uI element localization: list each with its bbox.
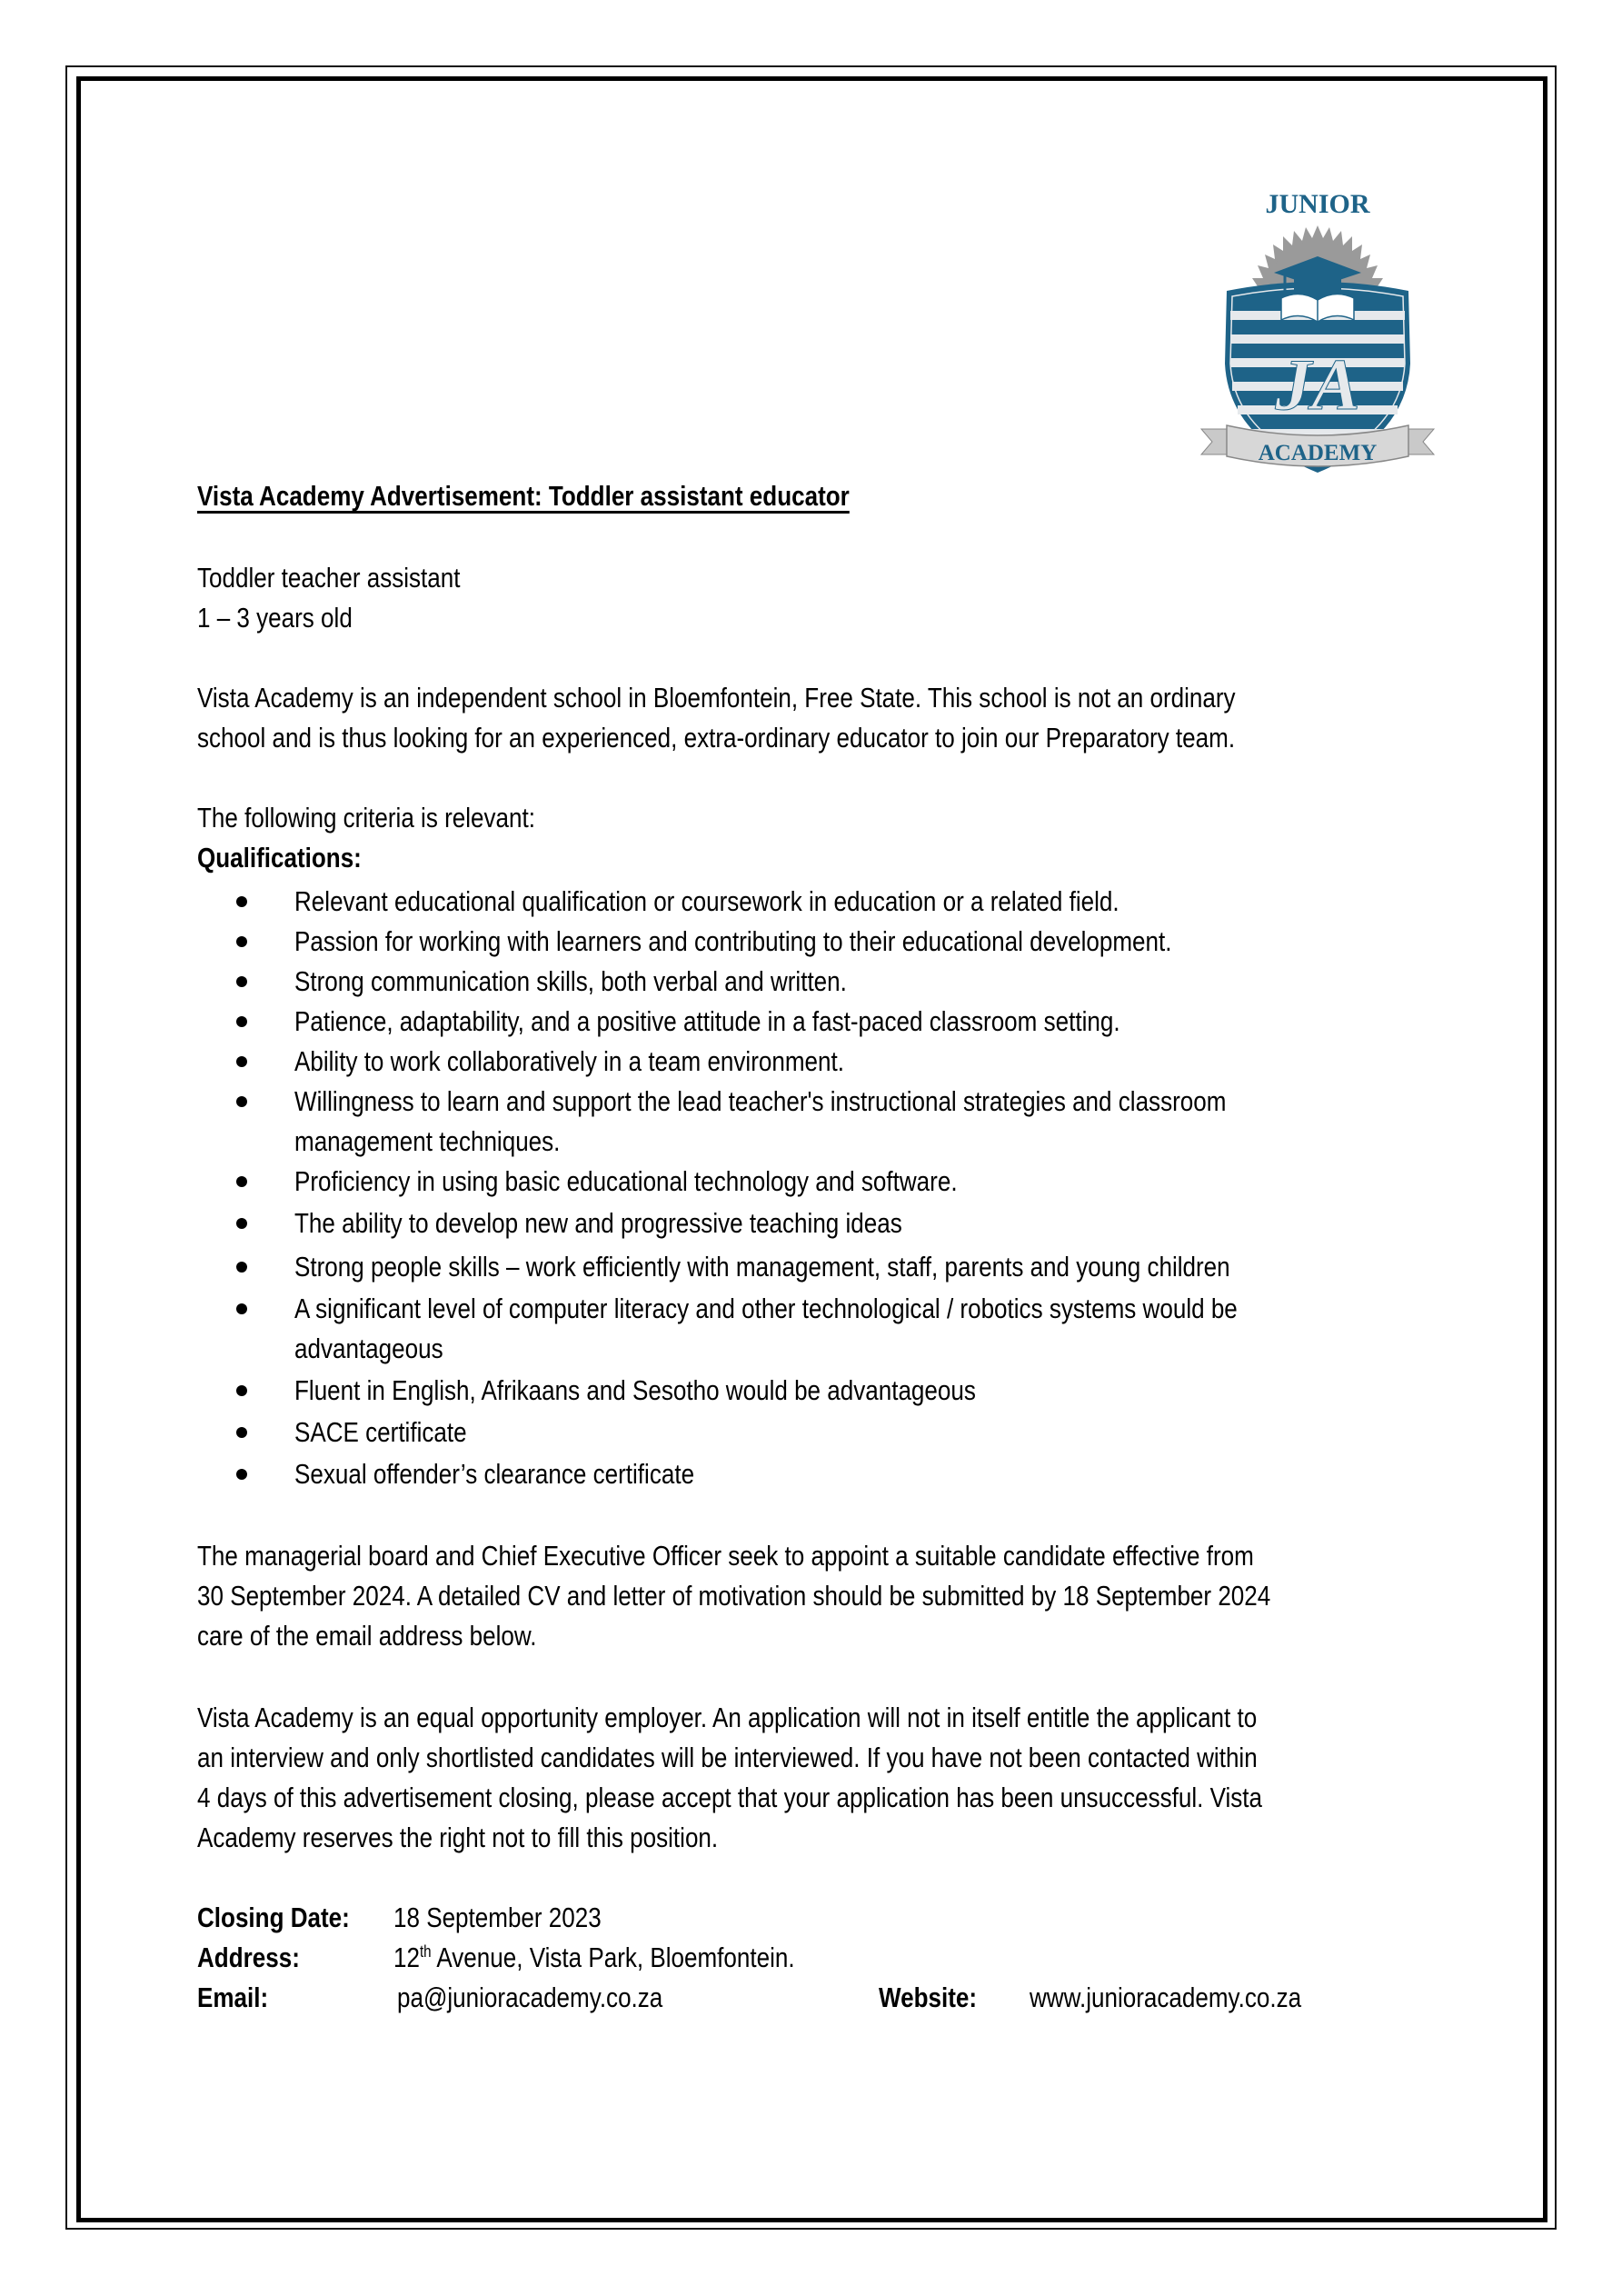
email-link[interactable]: pa@junioracademy.co.za [397, 1982, 663, 2013]
address-rest: Avenue, Vista Park, Bloemfontein. [431, 1942, 795, 1973]
list-item-text: A significant level of computer literacy and other technological / robotics systems would be [294, 1293, 1238, 1324]
position-name: Toddler teacher assistant [197, 562, 461, 594]
bullet-icon [236, 976, 247, 987]
list-item-text: Strong communication skills, both verbal and written. [294, 965, 847, 997]
logo-banner-text: ACADEMY [1258, 441, 1378, 465]
appointment-line: 30 September 2024. A detailed CV and letter of motivation should be submitted by 18 September 2024 [197, 1580, 1271, 1612]
intro-line: school and is thus looking for an experienced, extra-ordinary educator to join our Preparatory team. [197, 722, 1236, 754]
bullet-icon [236, 1218, 247, 1229]
list-item-text: Proficiency in using basic educational technology and software. [294, 1165, 958, 1197]
list-item-text: Patience, adaptability, and a positive attitude in a fast-paced classroom setting. [294, 1005, 1120, 1037]
bullet-icon [236, 1262, 247, 1273]
email-label: Email: [197, 1982, 269, 2013]
list-item-text: Relevant educational qualification or coursework in education or a related field. [294, 885, 1119, 917]
list-item-text: management techniques. [294, 1125, 561, 1157]
list-item-text: advantageous [294, 1333, 443, 1364]
equal-opportunity-line: an interview and only shortlisted candidates will be interviewed. If you have not been contacted within [197, 1742, 1258, 1773]
appointment-line: The managerial board and Chief Executive Officer seek to appoint a suitable candidate effective from [197, 1540, 1254, 1572]
equal-opportunity-line: Vista Academy is an equal opportunity employer. An application will not in itself entitle the applicant to [197, 1702, 1258, 1733]
list-item-text: Strong people skills – work efficiently with management, staff, parents and young children [294, 1251, 1230, 1283]
bullet-icon [236, 1056, 247, 1067]
address-number: 12 [393, 1942, 420, 1973]
list-item-text: Ability to work collaboratively in a team environment. [294, 1045, 844, 1077]
logo-monogram: JA [1275, 345, 1360, 425]
list-item-text: The ability to develop new and progressive teaching ideas [294, 1207, 902, 1239]
junior-academy-logo [1199, 182, 1436, 482]
website-link[interactable]: www.junioracademy.co.za [1030, 1982, 1302, 2013]
bullet-icon [236, 1427, 247, 1438]
list-item-text: SACE certificate [294, 1416, 467, 1448]
page-title: Vista Academy Advertisement: Toddler assistant educator [197, 480, 850, 512]
equal-opportunity-line: Academy reserves the right not to fill this position. [197, 1822, 719, 1853]
bullet-icon [236, 1096, 247, 1107]
address-suffix: th [419, 1942, 432, 1961]
appointment-line: care of the email address below. [197, 1620, 537, 1652]
list-item-text: Sexual offender’s clearance certificate [294, 1458, 695, 1490]
bullet-icon [236, 1469, 247, 1480]
address-label: Address: [197, 1942, 300, 1973]
list-item-text: Fluent in English, Afrikaans and Sesotho would be advantageous [294, 1374, 976, 1406]
intro-line: Vista Academy is an independent school in Bloemfontein, Free State. This school is not an ordinary [197, 682, 1236, 714]
bullet-icon [236, 1016, 247, 1027]
criteria-intro: The following criteria is relevant: [197, 802, 535, 834]
bullet-icon [236, 1385, 247, 1396]
equal-opportunity-line: 4 days of this advertisement closing, please accept that your application has been unsuccessful. Vista [197, 1782, 1263, 1813]
list-item-text: Passion for working with learners and contributing to their educational development. [294, 925, 1172, 957]
bullet-icon [236, 1303, 247, 1314]
qualifications-heading: Qualifications: [197, 842, 362, 873]
address-value [393, 1940, 795, 1976]
position-age-group: 1 – 3 years old [197, 602, 353, 634]
list-item-text: Willingness to learn and support the lead teacher's instructional strategies and classroom [294, 1085, 1227, 1117]
bullet-icon [236, 1176, 247, 1187]
logo-top-text: JUNIOR [1265, 189, 1370, 219]
bullet-icon [236, 936, 247, 947]
website-label: Website: [879, 1982, 978, 2013]
closing-date-value: 18 September 2023 [393, 1902, 602, 1933]
closing-date-label: Closing Date: [197, 1902, 350, 1933]
bullet-icon [236, 896, 247, 907]
